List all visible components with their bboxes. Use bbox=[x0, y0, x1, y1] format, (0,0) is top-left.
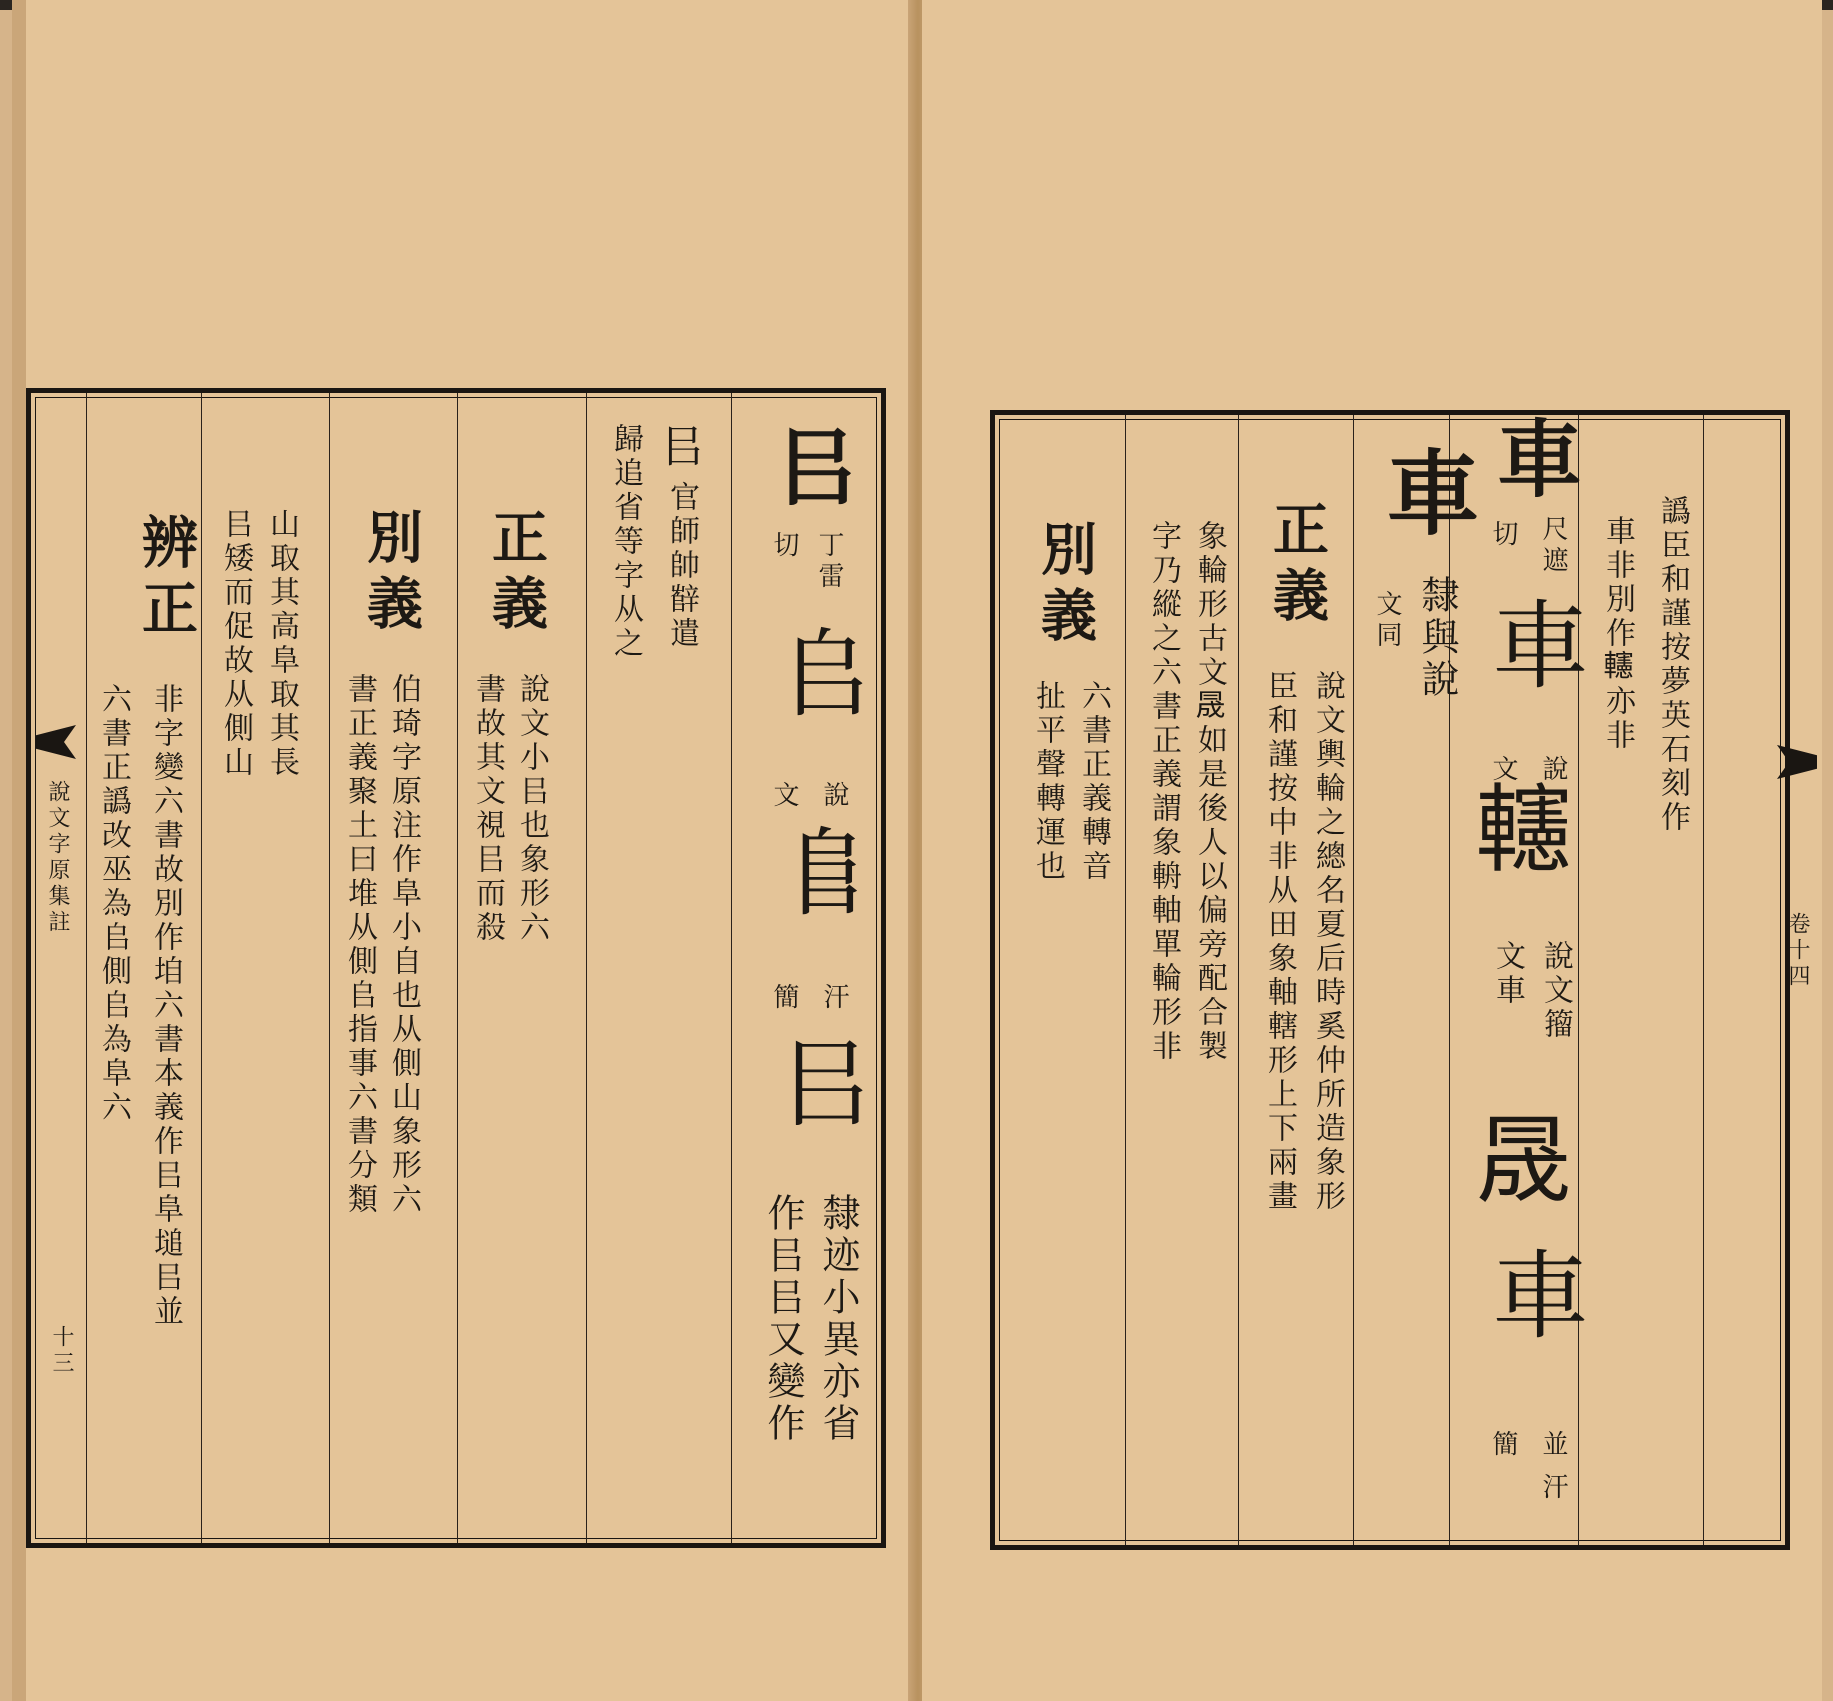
head-char: 㠯 bbox=[762, 423, 861, 515]
right-page bbox=[922, 0, 1822, 1701]
bieyi-line: 書正義聚土曰堆从側𠂤指事六書分類 bbox=[342, 673, 377, 1217]
page-number: 十三 bbox=[49, 1325, 74, 1377]
correction-note: 車非別作𨏥亦非 bbox=[1600, 515, 1635, 753]
zhengyi-line: 字乃縱之六書正義謂象輈軸單輪形非 bbox=[1146, 520, 1181, 1064]
source-label: 汗 bbox=[1538, 1473, 1568, 1504]
derived-note: 官師帥辥遣 bbox=[664, 481, 699, 651]
bieyi-line: 山取其高阜取其長 bbox=[264, 508, 299, 780]
book-title: 說文字原集註 bbox=[45, 780, 70, 936]
reading: 丁雷 bbox=[814, 531, 844, 593]
lishu-note: 作㠯㠯又變作 bbox=[761, 1193, 805, 1445]
column-rule bbox=[731, 393, 732, 1543]
reading: 尺遮 bbox=[1538, 515, 1568, 577]
column-rule bbox=[457, 393, 458, 1543]
zhengyi-line: 象輪形古文𠕠如是後人以偏旁配合製 bbox=[1192, 520, 1227, 1064]
source-label: 說文籀 bbox=[1538, 940, 1573, 1042]
column-rule bbox=[329, 393, 330, 1543]
column-rule bbox=[1125, 415, 1126, 1545]
book-fore-edge bbox=[12, 0, 26, 1701]
variant-glyph: 㠯 bbox=[763, 1033, 875, 1129]
source-label: 文車 bbox=[1490, 940, 1525, 1008]
column-rule bbox=[1578, 415, 1579, 1545]
source-label: 簡 bbox=[769, 983, 799, 1014]
source-label: 文 bbox=[1488, 755, 1518, 786]
lishu-char: 車 bbox=[1372, 445, 1480, 545]
source-label: 並 bbox=[1538, 1430, 1568, 1461]
reading: 切 bbox=[769, 531, 799, 562]
variant-glyph: 車 bbox=[1477, 595, 1589, 691]
derived-char: 㠯 bbox=[653, 423, 704, 471]
zhengyi-line: 書故其文視㠯而殺 bbox=[470, 673, 505, 945]
head-char: 車 bbox=[1484, 415, 1583, 507]
volume-label: 卷十四 bbox=[1785, 912, 1810, 990]
variant-glyph: 𠕠 bbox=[1465, 1115, 1577, 1211]
bianzheng-line: 六書正譌改巫為𠂤側𠂤為阜六 bbox=[96, 683, 131, 1125]
column-rule bbox=[1703, 415, 1704, 1545]
source-label: 汗 bbox=[819, 983, 849, 1014]
left-page bbox=[12, 0, 920, 1701]
zhengyi-heading: 正義 bbox=[483, 508, 549, 640]
bieyi-line: 扯平聲轉運也 bbox=[1030, 680, 1065, 884]
lishu-note: 文同 bbox=[1372, 590, 1402, 652]
source-label: 文 bbox=[769, 781, 799, 812]
column-rule bbox=[586, 393, 587, 1543]
bieyi-heading: 別義 bbox=[1032, 520, 1098, 652]
zhengyi-heading: 正義 bbox=[1264, 500, 1330, 632]
source-label: 簡 bbox=[1488, 1430, 1518, 1461]
lishu-note: 隸迹小異亦省 bbox=[816, 1193, 860, 1445]
text-frame bbox=[990, 410, 1790, 1550]
text-frame bbox=[26, 388, 886, 1548]
bieyi-line: 伯琦字原注作阜小自也从側山象形六 bbox=[386, 673, 421, 1217]
column-rule bbox=[86, 393, 87, 1543]
bianzheng-line: 非字變六書故別作垍六書本義作㠯阜塠㠯並 bbox=[148, 683, 183, 1329]
reading: 切 bbox=[1488, 520, 1518, 551]
column-rule bbox=[1238, 415, 1239, 1545]
correction-note: 譌臣和謹按夢英石刻作 bbox=[1655, 495, 1690, 835]
variant-glyph: 𨏥 bbox=[1465, 785, 1577, 881]
variant-glyph: 車 bbox=[1477, 1245, 1589, 1341]
bieyi-line: 㠯矮而促故从側山 bbox=[218, 508, 253, 780]
source-label: 說 bbox=[1538, 755, 1568, 786]
lishu-note: 隸與說 bbox=[1415, 575, 1459, 701]
bianzheng-heading: 辨正 bbox=[133, 513, 199, 645]
bieyi-line: 六書正義轉音 bbox=[1076, 680, 1111, 884]
variant-glyph: 𠂤 bbox=[763, 623, 875, 719]
zhengyi-line: 臣和謹按中非从田象軸轄形上下兩畫 bbox=[1262, 670, 1297, 1214]
source-label: 說 bbox=[819, 781, 849, 812]
zhengyi-line: 說文小㠯也象形六 bbox=[514, 673, 549, 945]
variant-glyph: 𨸏 bbox=[763, 823, 875, 919]
zhengyi-line: 說文輿輪之總名夏后時奚仲所造象形 bbox=[1310, 670, 1345, 1214]
bieyi-heading: 別義 bbox=[358, 508, 424, 640]
derived-note: 歸追省等字从之 bbox=[608, 423, 643, 661]
column-rule bbox=[1353, 415, 1354, 1545]
